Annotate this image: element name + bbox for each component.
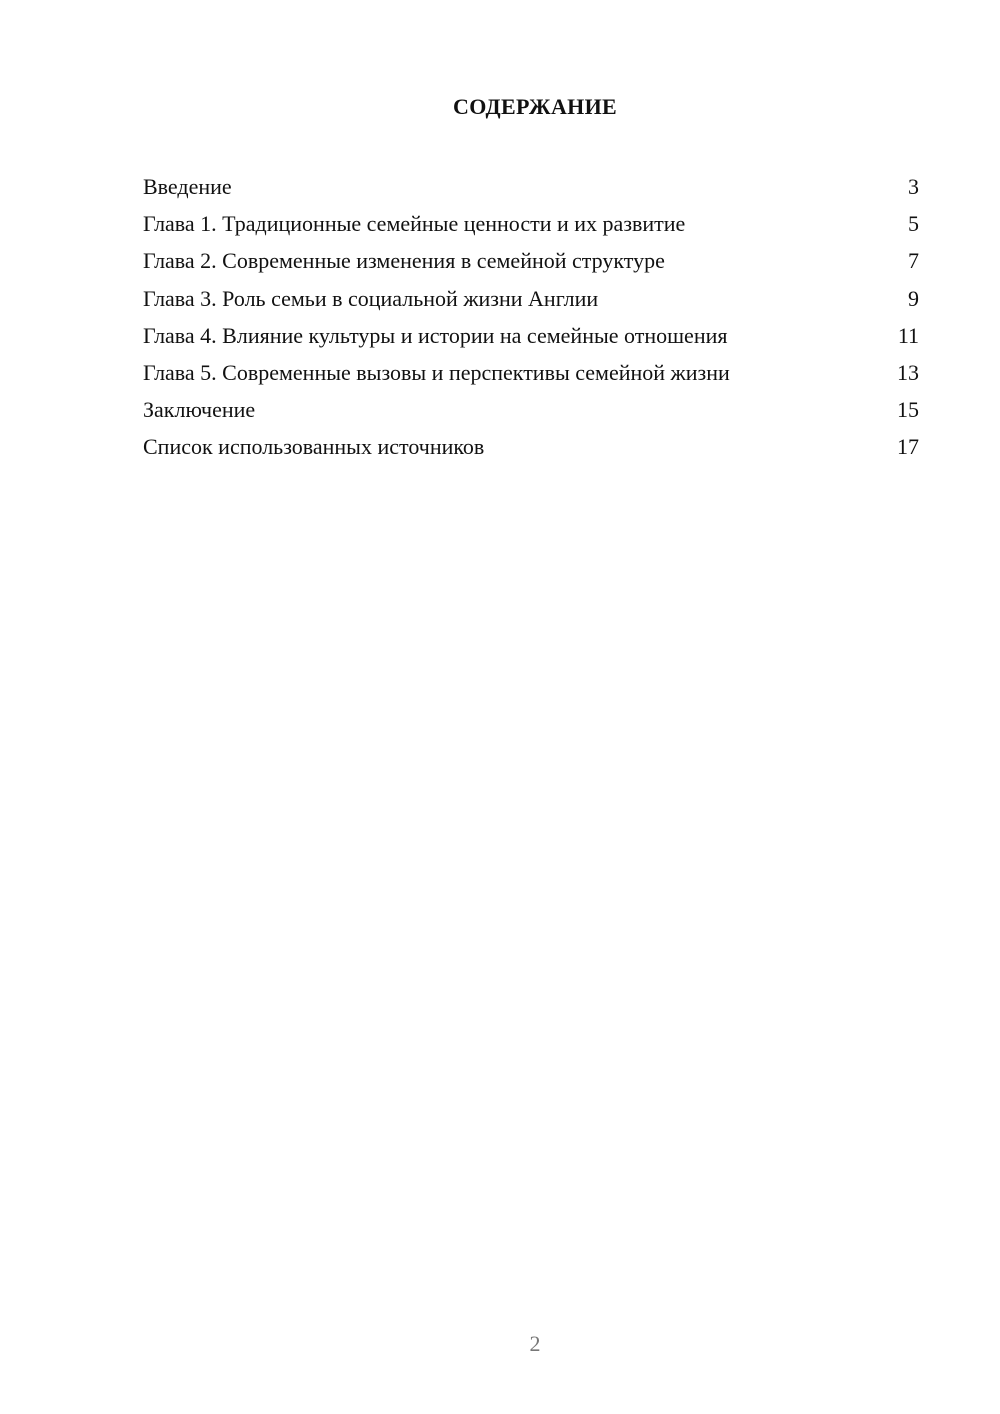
toc-entry-chapter-1[interactable] — [143, 205, 919, 242]
table-of-contents — [143, 168, 919, 466]
toc-entry-page: 13 — [897, 359, 919, 385]
toc-entry-page: 11 — [897, 322, 919, 348]
toc-entry-references[interactable] — [143, 428, 919, 465]
toc-entry-page: 5 — [908, 211, 919, 237]
toc-entry-page: 15 — [897, 397, 919, 423]
toc-entry-page: 7 — [908, 248, 919, 274]
toc-entry-title: Глава 5. Современные вызовы и перспективы семейной жизни — [143, 359, 730, 385]
toc-entry-title: Глава 2. Современные изменения в семейной структуре — [143, 248, 665, 274]
toc-entry-page: 17 — [897, 434, 919, 460]
toc-entry-introduction[interactable] — [143, 168, 919, 205]
toc-entry-chapter-4[interactable] — [143, 317, 919, 354]
toc-entry-title: Глава 4. Влияние культуры и истории на семейные отношения — [143, 322, 728, 348]
toc-entry-chapter-3[interactable] — [143, 280, 919, 317]
toc-entry-conclusion[interactable] — [143, 391, 919, 428]
toc-entry-title: Введение — [143, 174, 232, 199]
toc-entry-title: Заключение — [143, 397, 256, 423]
toc-entry-title: Глава 3. Роль семьи в социальной жизни Англии — [143, 285, 599, 311]
toc-entry-chapter-5[interactable] — [143, 354, 919, 391]
toc-entry-page: 9 — [908, 285, 919, 311]
footer-page-number: 2 — [529, 1331, 541, 1356]
toc-entry-page: 3 — [908, 174, 919, 199]
toc-entry-title: Глава 1. Традиционные семейные ценности и их развитие — [143, 211, 686, 237]
page-title: СОДЕРЖАНИЕ — [453, 94, 617, 119]
toc-entry-title: Список использованных источников — [143, 434, 485, 460]
toc-entry-chapter-2[interactable] — [143, 242, 919, 279]
